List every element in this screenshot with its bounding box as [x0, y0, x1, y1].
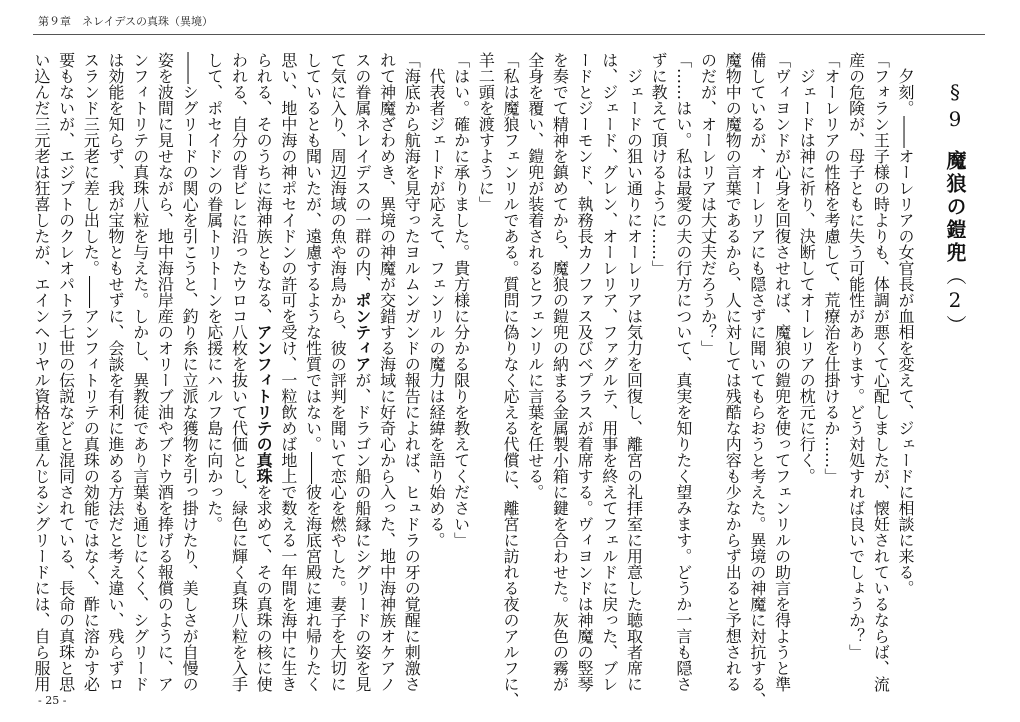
page-number: - 25 - — [38, 694, 67, 707]
text-column: 代表者ジェードが応えて、フェンリルの魔力は経緯を語り始める。 — [426, 52, 446, 548]
text-column: い込んだ三元老は狂喜したが、エインヘリヤル資格を重んじるシグリードには、自ら服用 — [31, 52, 51, 692]
text-column: ジェードは神に祈り、決断してオーレリアの枕元に行く。 — [797, 52, 817, 484]
text-column: しているとも聞いたが、遠慮するような性質ではない。――彼を海底宮殿に連れ帰りたく — [303, 52, 323, 692]
text-column: 全身を覆い、鎧兜が装着されるとフェンリルに言葉を任せる。 — [525, 52, 545, 500]
section-title-name: 魔狼の鎧兜 — [943, 150, 967, 265]
text-segment: を求めて、その真珠の核に使 — [254, 484, 274, 692]
running-header: 第９章 ネレイデスの真珠（異境） — [38, 15, 214, 28]
text-column: 「海底から航海を見守ったヨルムンガンドの報告によれば、ヒュドラの牙の覚醒に刺激さ — [402, 52, 422, 692]
text-column: 「はい。確かに承りました。貴方様に分かる限りを教えてください」 — [451, 52, 471, 548]
text-column: 要もないが、エジプトのクレオパトラ七世の伝説などと混同されている、長命の真珠と思 — [56, 52, 76, 692]
text-column: ンフィトリテの真珠八粒を与えた。しかし、異教徒であり言葉も通じにくく、シグリード — [130, 52, 150, 692]
text-column: ードとジーモンド、執務長カノファス及びベプラスが着席する。ヴィヨンドは神魔の竪琴 — [575, 52, 595, 692]
text-column: は効能を知らず、我が宝物ともせずに、会談を有利に進める方法だと考え違い、残らずロ — [106, 52, 125, 692]
text-column: 羊二頭を渡すように」 — [476, 52, 496, 212]
section-title — [941, 80, 969, 338]
text-segment: が、ドラゴン船の船縁にシグリードの姿を見 — [352, 372, 372, 692]
text-column: 夕刻。――オーレリアの女官長が血相を変えて、ジェードに相談に来る。 — [896, 52, 915, 596]
text-column — [349, 52, 374, 712]
text-column: れて神魔ざわめき、異境の神魔が交錯する海域に好奇心から入った、地中海神族オケアノ — [377, 52, 397, 692]
text-column: 「……はい。私は最愛の夫の行方について、真実を知りたく望みます。どうか一言も隠さ — [673, 52, 693, 692]
text-column: ずに教えて頂けるように……」 — [649, 52, 669, 276]
text-column: われる、自分の背ビレに沿ったウロコ八枚を抜いて代価とし、緑色に輝く真珠八粒を入手 — [229, 52, 249, 692]
header-rule — [33, 34, 985, 35]
text-column: して、ポセイドンの眷属トリトーンを応援にハルフ島に向かった。 — [204, 52, 224, 532]
text-column — [250, 52, 275, 712]
text-column: ジェードの狙い通りにオーレリアは気力を回復し、離宮の礼拝室に用意した聴取者席に — [624, 52, 644, 692]
text-segment: スの眷属ネレイデスの一群の内、 — [352, 52, 372, 292]
text-column: スランド三元老に差し出した。――アンフィトリテの真珠の効能ではなく、酢に溶かす必 — [81, 52, 101, 692]
text-column: を奏でて精神を鎮めてから、魔狼の鎧兜の納まる金属製小箱に鍵を合わせた。灰色の霧が — [550, 52, 570, 692]
text-column: て気に入り、周辺海域の魚や海鳥から、彼の評判を聞いて恋心を燃やした。妻子を大切に — [328, 52, 348, 692]
emphasis-text: ポンティア — [352, 292, 372, 372]
text-column: は、ジェード、グレン、オーレリア、ファグルテ、用事を終えてフェルドに戻った、ブレ — [599, 52, 619, 692]
text-column: のだが、オーレリアは大丈夫だろうか？」 — [698, 52, 718, 356]
text-column: 姿を波間に見せながら、地中海沿岸産のオリーブ油やブドウ酒を捧げる報償のように、ア — [155, 52, 175, 692]
body-text — [28, 52, 917, 712]
section-title-part: （2） — [943, 265, 967, 338]
emphasis-text: アンフィトリテの真珠 — [254, 324, 274, 484]
text-column: 「ヴィヨンドが心身を回復させれば、魔狼の鎧兜を使ってフェンリルの助言を得ようと準 — [772, 52, 792, 692]
text-column: 備しているが、オーレリアにも隠さずに聞いてもらおうと考えた。異境の神魔に対抗する、 — [747, 52, 767, 708]
text-column: 思い、地中海の神ポセイドンの許可を受け、一粒飲めば地上で数える一年間を海中に生き — [278, 52, 298, 692]
text-segment: られる、そのうちに海神族ともなる、 — [254, 52, 274, 324]
text-column: 産の危険が、母子ともに失う可能性があります。どう対処すれば良いでしょうか？」 — [846, 52, 866, 660]
text-column: 「フォラン王子様の時よりも、体調が悪くて心配しましたが、懐妊されているならば、流 — [871, 52, 891, 692]
text-column: 魔物中の魔物の言葉であるから、人に対しては残酷な内容も少なからず出ると予想される — [723, 52, 743, 692]
text-column: 「私は魔狼フェンリルである。質問に偽りなく応える代償に、離宮に訪れる夜のアルフに、 — [501, 52, 520, 708]
section-number: §9 — [943, 80, 967, 134]
text-column: 「オーレリアの性格を考慮して、荒療治を仕掛けるか……」 — [821, 52, 841, 484]
text-column: ――シグリードの関心を引こうと、釣り糸に立派な獲物を引っ掛けたり、美しさが自慢の — [180, 52, 200, 692]
